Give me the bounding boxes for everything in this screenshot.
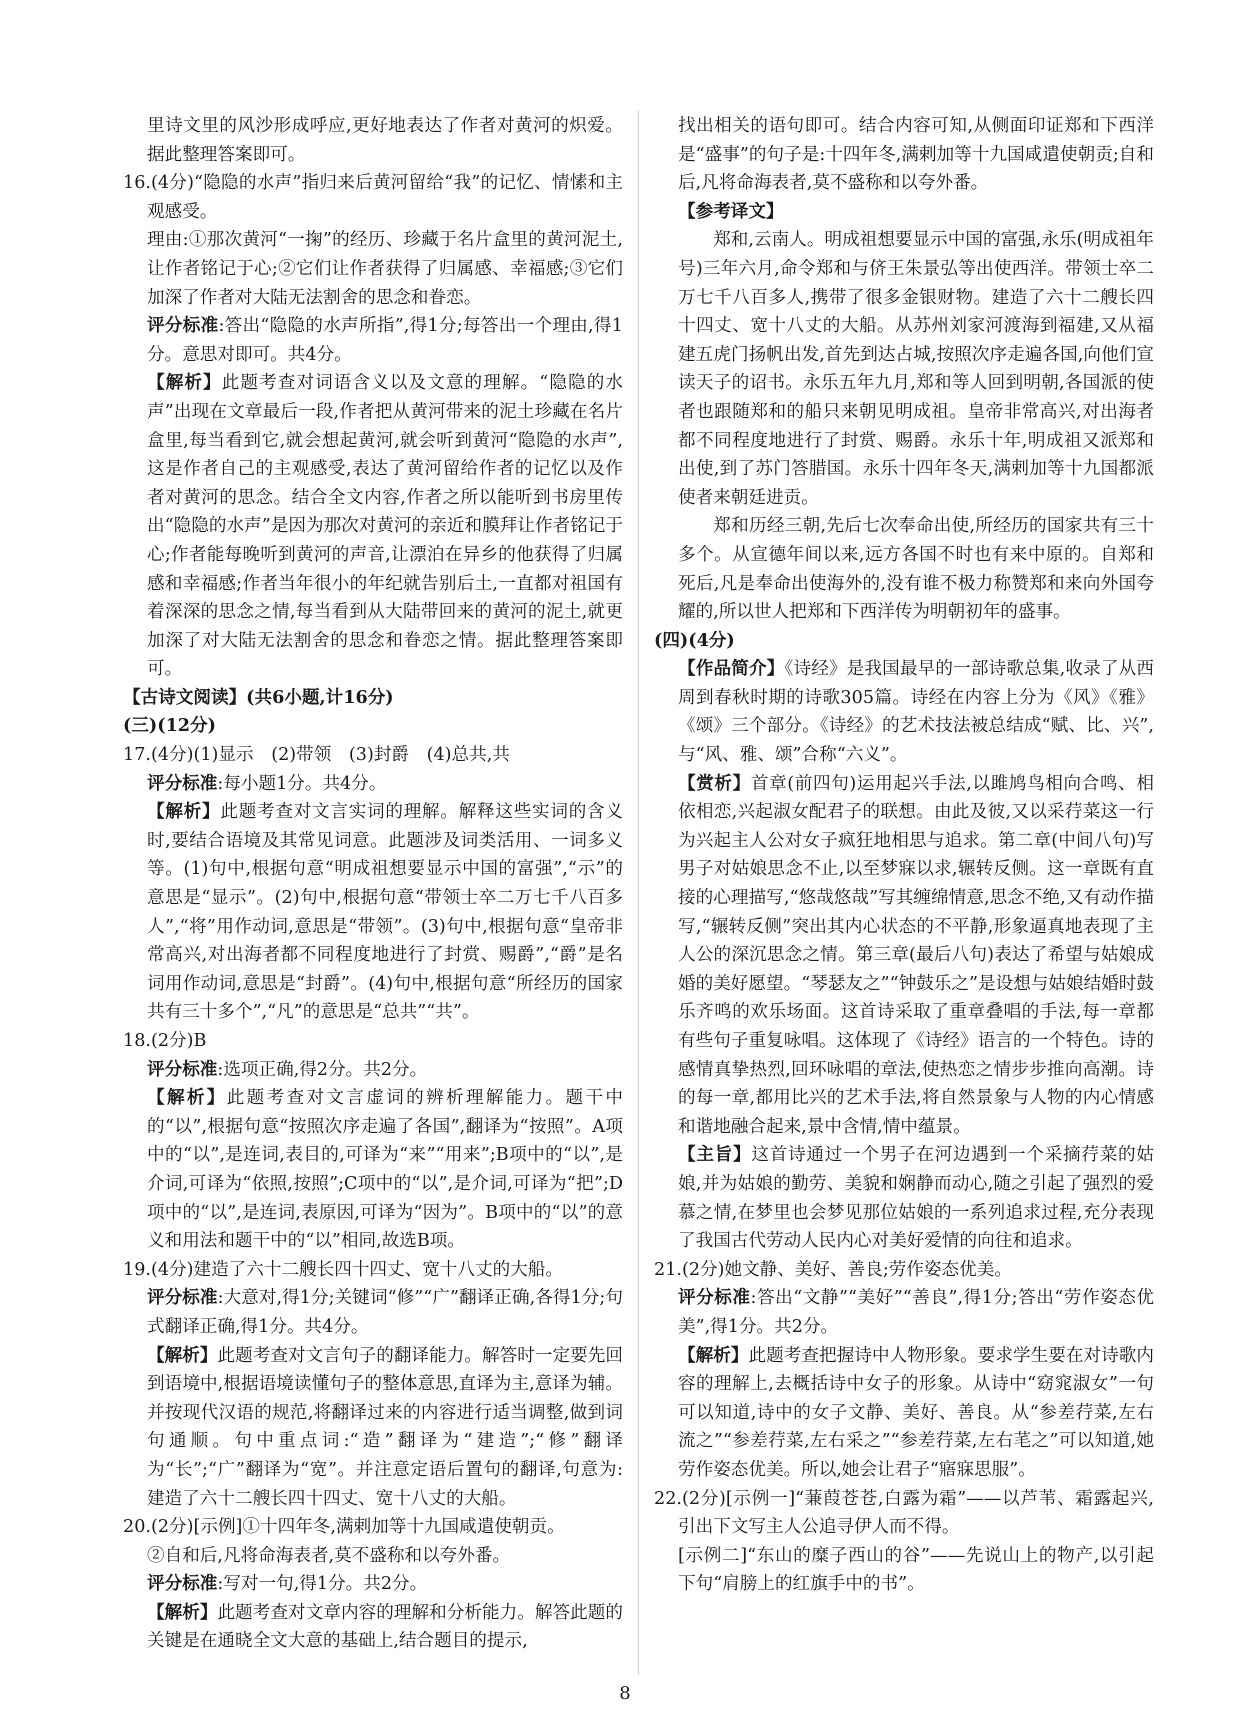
question-18-answer: 18.(2分)B	[123, 1031, 207, 1051]
scoring-label: 评分标准	[147, 1573, 218, 1595]
question-22-answer-2: [示例二]“东山的糜子西山的谷”——先说山上的物产,以引起下句“肩膀上的红旗手中的书”。	[678, 1545, 1154, 1595]
question-19-answer: 19.(4分)建造了六十二艘长四十四丈、宽十八丈的大船。	[123, 1259, 563, 1280]
question-21-scoring	[654, 1284, 1154, 1341]
question-21-answer: 21.(2分)她文静、美好、善良;劳作姿态优美。	[654, 1259, 1012, 1280]
question-17-analysis	[123, 798, 623, 1027]
scoring-text: :选项正确,得2分。共2分。	[217, 1059, 428, 1080]
question-17-answer: 17.(4分)(1)显示 (2)带领 (3)封爵 (4)总共,共	[123, 745, 510, 766]
question-18-scoring	[123, 1056, 623, 1085]
reference-translation-paragraph-2: 郑和历经三朝,先后七次奉命出使,所经历的国家共有三十多个。从宣德年间以来,远方各国不时也有来中原的。自郑和死后,凡是奉命出使海外的,没有谁不极力称赞郑和来向外国夸耀的,所以世人把郑和下西洋传为明朝初年的盛事。	[678, 516, 1154, 623]
question-20-analysis	[123, 1599, 623, 1656]
scoring-label: 评分标准	[147, 315, 219, 337]
question-16-scoring	[123, 312, 623, 369]
analysis-text: 此题考查对文言实词的理解。解释这些实词的含义时,要结合语境及其常见词意。此题涉及词类活用、一词多义等。(1)句中,根据句意“明成祖想要显示中国的富强”,“示”的意思是“显示”。(2)句中,根据句意“带领士卒二万七千八百多人”,“将”用作动词,意思是“带领”。(3)句中,根据句意“皇帝非常高兴,对出海者都不同程度地进行了封赏、赐爵”,“爵”是名词用作动词,意思是“封爵”。(4)句中,根据句意“所经历的国家共有三十多个”,“凡”的意思是“总共”“共”。	[147, 802, 623, 1023]
question-18-analysis	[123, 1084, 623, 1256]
analysis-text: 此题考查对文言句子的翻译能力。解答时一定要先回到语境中,根据语境读懂句子的整体意思,直译为主,意译为辅。并按现代汉语的规范,将翻译过来的内容进行适当调整,做到词句通顺。句中重点词:“造”翻译为“建造”;“修”翻译为“长”;“广”翻译为“宽”。并注意定语后置句的翻译,句意为:建造了六十二艘长四十四丈、宽十八丈的大船。	[147, 1345, 623, 1509]
question-16-reason: 理由:①那次黄河“一掬”的经历、珍藏于名片盒里的黄河泥土,让作者铭记于心;②它们让作者获得了归属感、幸福感;③它们加深了作者对大陆无法割舍的思念和眷恋。	[147, 230, 623, 308]
question-16-analysis	[123, 369, 623, 684]
column-divider	[638, 110, 639, 1675]
appreciation	[654, 770, 1154, 1142]
left-column	[123, 112, 623, 1656]
appreciation-text: 首章(前四句)运用起兴手法,以雎鸠鸟相向合鸣、相依相恋,兴起淑女配君子的联想。由此及彼,又以采荇菜这一行为兴起主人公对女子疯狂地相思与追求。第二章(中间八句)写男子对姑娘思念不止,以至梦寐以求,辗转反侧。这一章既有直接的心理描写,“悠哉悠哉”写其缠绵情意,思念不绝,又有动作描写,“辗转反侧”突出其内心状态的不平静,形象逼真地表现了主人公的深沉思念之情。第三章(最后八句)表达了希望与姑娘成婚的美好愿望。“琴瑟友之”“钟鼓乐之”是设想与姑娘结婚时鼓乐齐鸣的欢乐场面。这首诗采取了重章叠唱的手法,每一章都有些句子重复咏唱。这体现了《诗经》语言的一个特色。诗的感情真挚热烈,回环咏唱的章法,使热恋之情步步推向高潮。诗的每一章,都用比兴的艺术手法,将自然景象与人物的内心情感和谐地融合起来,景中含情,情中蕴景。	[678, 773, 1154, 1137]
question-22-answer: 22.(2分)[示例一]“蒹葭苍苍,白露为霜”——以芦苇、霜露起兴,引出下文写主人公追寻伊人而不得。	[654, 1488, 1154, 1538]
intro-text: 《诗经》是我国最早的一部诗歌总集,收录了从西周到春秋时期的诗歌305篇。诗经在内容上分为《风》《雅》《颂》三个部分。《诗经》的艺术技法被总结成“赋、比、兴”,与“风、雅、颂”合称“六义”。	[678, 659, 1154, 766]
intro-tag: 【 作品简介 】	[678, 658, 785, 679]
theme	[654, 1141, 1154, 1255]
scoring-label: 评分标准	[147, 772, 218, 794]
analysis-text: 此题考查把握诗中人物形象。要求学生要在对诗歌内容的理解上,去概括诗中女子的形象。从诗中“窈窕淑女”一句可以知道,诗中的女子文静、美好、善良。从“参差荇菜,左右流之”“参差荇菜,左右采之”“参差荇菜,左右芼之”可以知道,她劳作姿态优美。所以,她会让君子“寤寐思服”。	[678, 1345, 1154, 1480]
analysis-text: 此题考查对词语含义以及文意的理解。“隐隐的水声”出现在文章最后一段,作者把从黄河带来的泥土珍藏在名片盒里,每当看到它,就会想起黄河,就会听到黄河“隐隐的水声”,这是作者自己的主观感受,表达了黄河留给作者的记忆以及作者对黄河的思念。结合全文内容,作者之所以能听到书房里传出“隐隐的水声”是因为那次对黄河的亲近和膜拜让作者铭记于心;作者能每晚听到黄河的声音,让漂泊在异乡的他获得了归属感和幸福感;作者当年很小的年纪就告别后土,一直都对祖国有着深深的思念之情,每当看到从大陆带回来的黄河的泥土,就更加深了对大陆无法割舍的思念和眷恋之情。据此整理答案即可。	[147, 373, 623, 680]
scoring-label: 评分标准	[147, 1287, 218, 1309]
scoring-label: 评分标准	[147, 1058, 218, 1080]
right-column	[654, 112, 1154, 1599]
scoring-text: :每小题1分。共4分。	[217, 773, 387, 794]
sub-heading: (四)(4分)	[654, 629, 735, 651]
scoring-text: :答出“隐隐的水声所指”,得1分;每答出一个理由,得1分。意思对即可。共4分。	[147, 316, 623, 365]
paragraph: 找出相关的语句即可。结合内容可知,从侧面印证郑和下西洋是“盛事”的句子是:十四年冬,满剌加等十九国咸遣使朝贡;自和后,凡将命海表者,莫不盛称和以夸外番。	[678, 116, 1154, 194]
question-16-answer: 16.(4分)“隐隐的水声”指归来后黄河留给“我”的记忆、情愫和主观感受。	[123, 173, 623, 222]
question-19-scoring	[123, 1284, 623, 1341]
scoring-text: :写对一句,得1分。共2分。	[217, 1574, 428, 1595]
analysis-text: 此题考查对文言虚词的辨析理解能力。题干中的“以”,根据句意“按照次序走遍了各国”,翻译为“按照”。A项中的“以”,是连词,表目的,可译为“来”“用来”;B项中的“以”,是介词,可译为“依照,按照”;C项中的“以”,是介词,可译为“把”;D项中的“以”,是连词,表原因,可译为“因为”。B项中的“以”的意义和用法和题干中的“以”相同,故选B项。	[147, 1088, 623, 1252]
appreciation-tag: 【 赏析 】	[678, 773, 751, 794]
theme-tag: 【 主旨 】	[678, 1144, 751, 1165]
scoring-text: :答出“文静”“美好”“善良”,得1分;答出“劳作姿态优美”,得1分。共2分。	[678, 1288, 1154, 1337]
analysis-tag: 【 解析 】	[147, 1602, 218, 1623]
analysis-tag: 【 解析 】	[147, 1345, 218, 1366]
section-heading: 【古诗文阅读】(共6小题,计16分)	[123, 686, 394, 708]
analysis-tag: 【 解析 】	[147, 1087, 227, 1108]
scoring-text: :大意对,得1分;关键词“修”“广”翻译正确,各得1分;句式翻译正确,得1分。共4分。	[147, 1288, 623, 1337]
page-number: 8	[619, 1683, 631, 1704]
analysis-tag: 【 解析 】	[678, 1345, 749, 1366]
scoring-label: 评分标准	[678, 1287, 751, 1309]
reference-translation-tag: 【 参考译文 】	[654, 198, 1154, 227]
analysis-tag: 【 解析 】	[147, 372, 222, 393]
question-19-analysis	[123, 1342, 623, 1514]
analysis-text: 此题考查对文章内容的理解和分析能力。解答此题的关键是在通晓全文大意的基础上,结合题目的提示,	[147, 1602, 623, 1652]
reference-translation-paragraph-1: 郑和,云南人。明成祖想要显示中国的富强,永乐(明成祖年号)三年六月,命令郑和与侪王朱景弘等出使西洋。带领士卒二万七千八百多人,携带了很多金银财物。建造了六十二艘长四十四丈、宽十八丈的大船。从苏州刘家河渡海到福建,又从福建五虎门扬帆出发,首先到达占城,按照次序走遍各国,向他们宣读天子的诏书。永乐五年九月,郑和等人回到明朝,各国派的使者也跟随郑和的船只来朝见明成祖。皇帝非常高兴,对出海者都不同程度地进行了封赏、赐爵。永乐十年,明成祖又派郑和出使,到了苏门答腊国。永乐十四年冬天,满剌加等十九国都派使者来朝廷进贡。	[678, 230, 1154, 508]
work-introduction	[654, 655, 1154, 769]
sub-heading: (三)(12分)	[123, 715, 216, 737]
question-20-answer-2: ②自和后,凡将命海表者,莫不盛称和以夸外番。	[147, 1545, 511, 1566]
question-20-scoring	[123, 1570, 623, 1599]
question-20-answer: 20.(2分)[示例]①十四年冬,满剌加等十九国咸遣使朝贡。	[123, 1517, 565, 1538]
theme-text: 这首诗通过一个男子在河边遇到一个采摘荇菜的姑娘,并为姑娘的勤劳、美貌和娴静而动心,随之引起了强烈的爱慕之情,在梦里也会梦见那位姑娘的一系列追求过程,充分表现了我国古代劳动人民内心对美好爱情的向往和追求。	[678, 1145, 1154, 1252]
paragraph: 里诗文里的风沙形成呼应,更好地表达了作者对黄河的炽爱。据此整理答案即可。	[147, 116, 623, 165]
question-17-scoring	[123, 770, 623, 799]
question-21-analysis	[654, 1342, 1154, 1485]
analysis-tag: 【 解析 】	[147, 801, 220, 822]
